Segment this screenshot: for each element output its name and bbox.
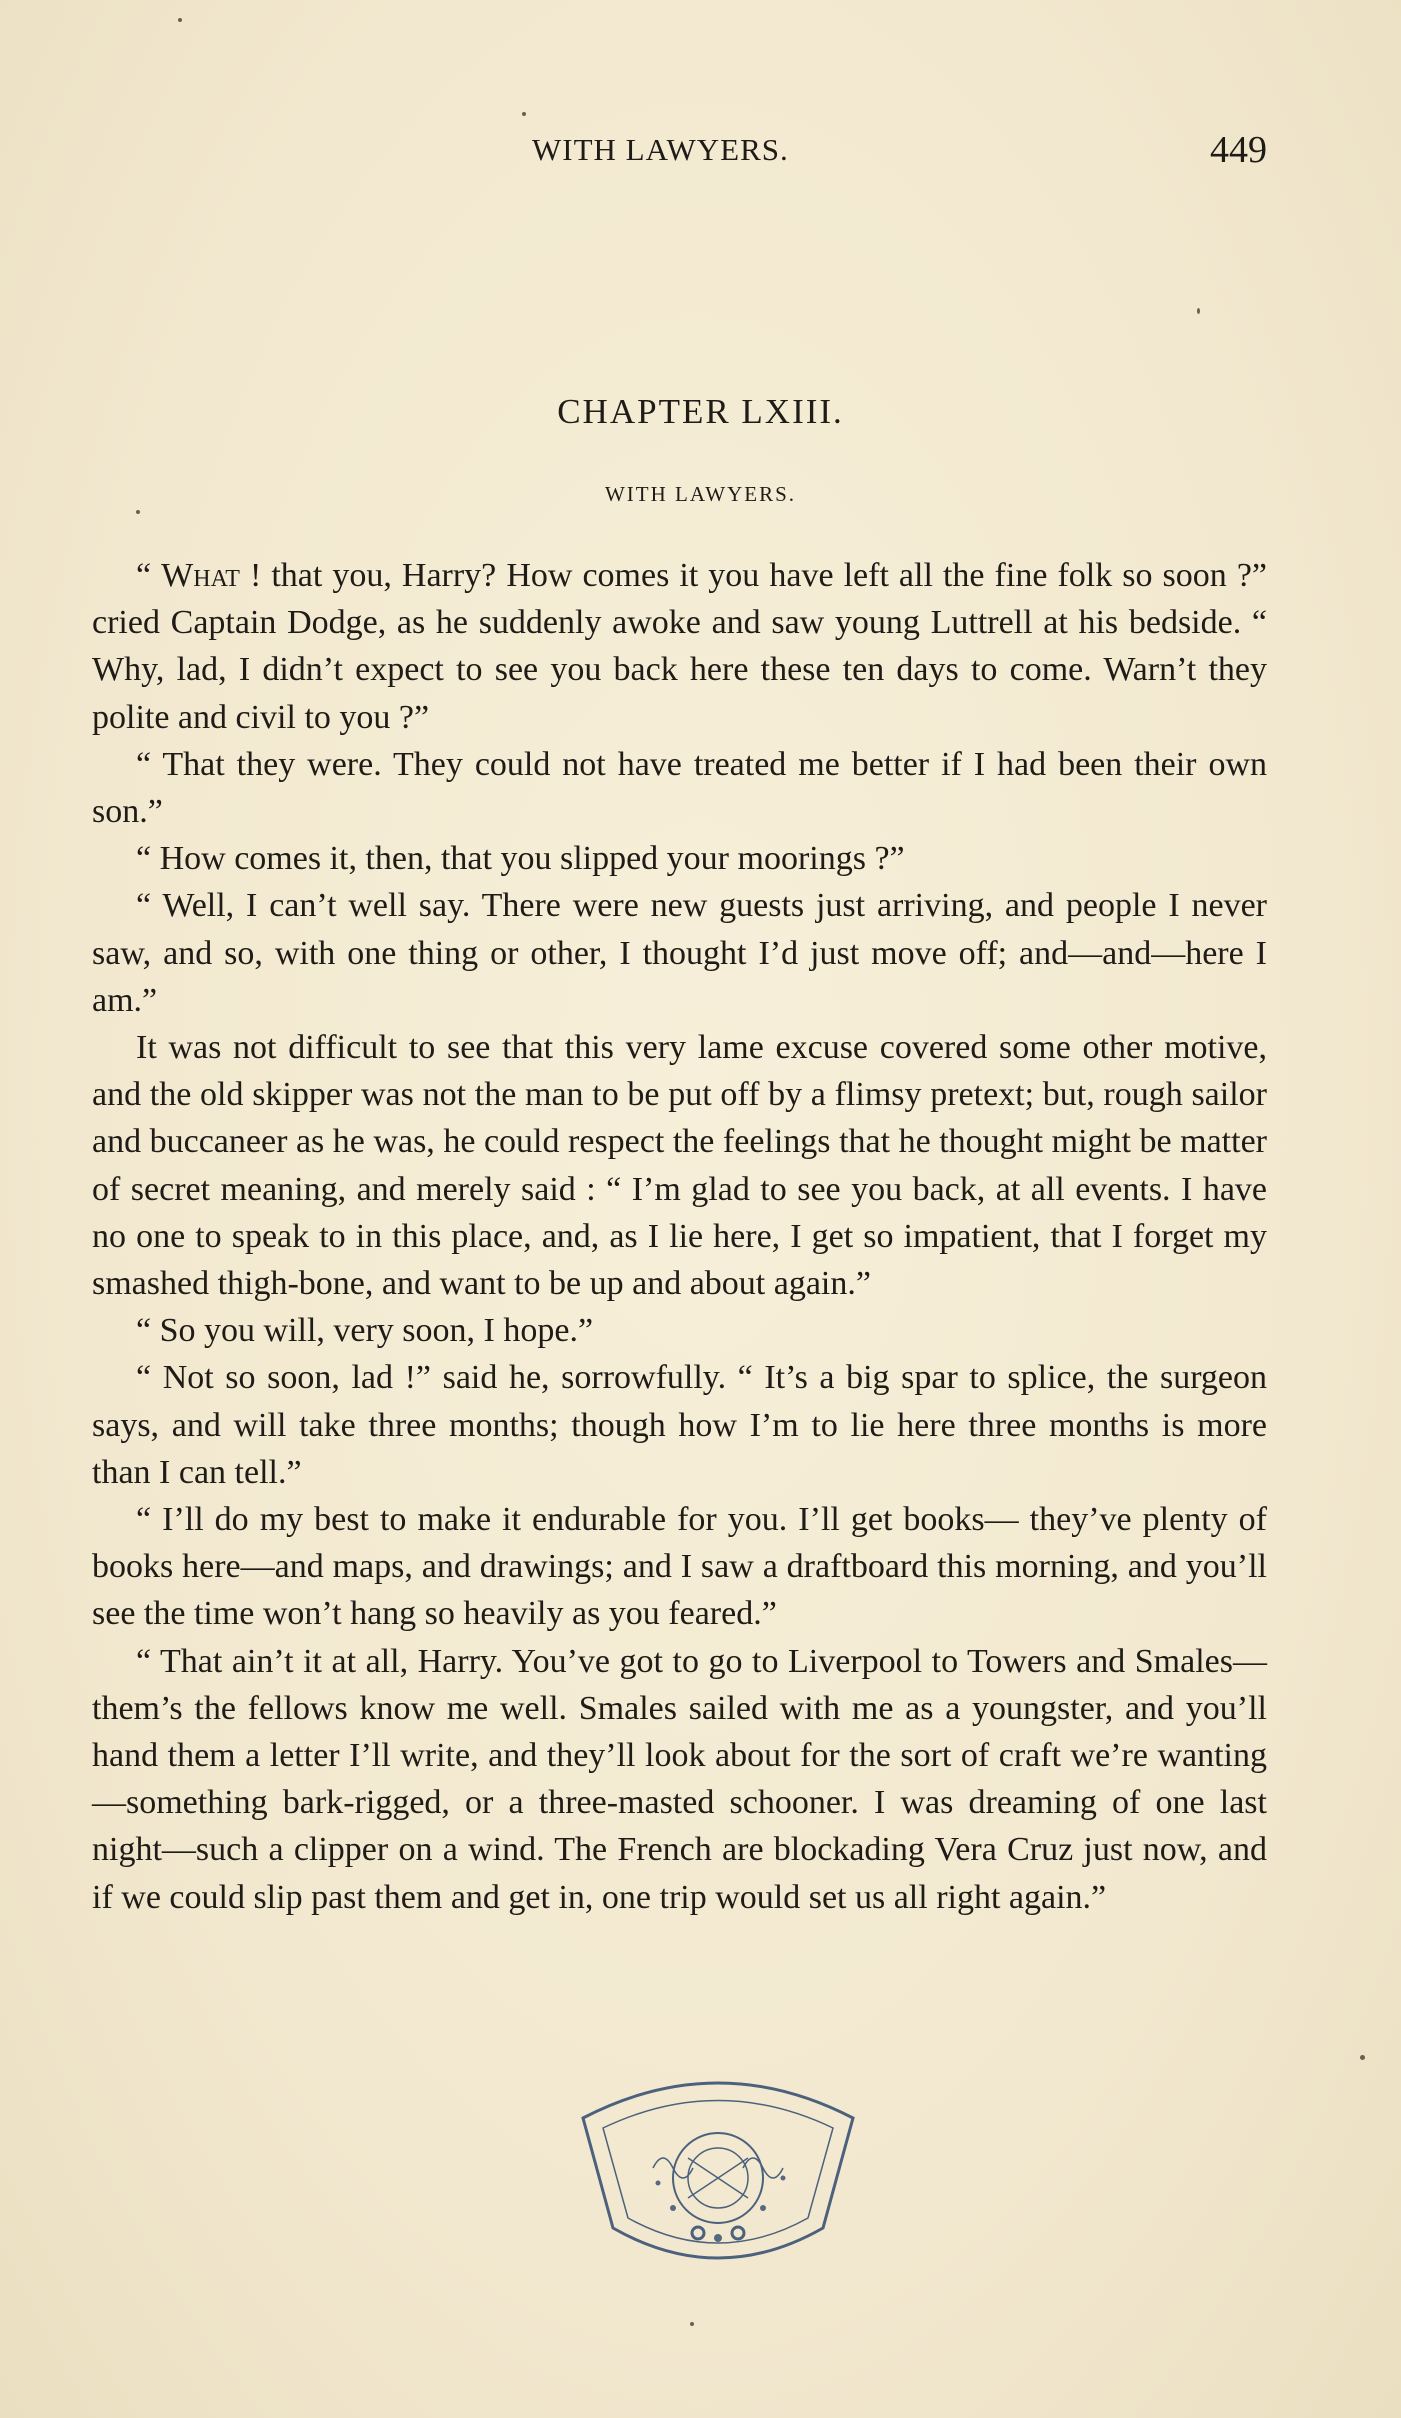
paragraph: “ That they were. They could not have treated me better if I had been their own son.”: [92, 745, 1267, 831]
chapter-subtitle: WITH LAWYERS.: [604, 482, 797, 506]
paragraph: “ What ! that you, Harry? How comes it you have left all the fine folk so soon ?” cried Captain Dodge, as he suddenly awoke and saw young Luttrell at his bedside. “ Why, lad, I didn’t expect to see you back here these ten days to come. Warn’t they polite and civil to you ?”: [92, 557, 1267, 736]
paragraph: “ I’ll do my best to make it endurable for you. I’ll get books— they’ve plenty of books here—and maps, and drawings; and I saw a draftboard this morning, and you’ll see the time won’t hang so heavily as you feared.”: [92, 1501, 1267, 1633]
paragraph-text: ! that you, Harry? How comes it you have left all the fine folk so soon ?” cried Captain Dodge, as he suddenly awoke and saw young Luttrell at his bedside. “ Why, lad, I didn’t expect to see you back here these ten days to come. Warn’t they polite and civil to you ?”: [92, 557, 1267, 736]
paragraph: “ That ain’t it at all, Harry. You’ve got to go to Liverpool to Towers and Smales—them’s the fellows know me well. Smales sailed with me as a youngster, and you’ll hand them a letter I’ll write, and they’ll look about for the sort of craft we’re wanting—something bark-rigged, or a three-masted schooner. I was dreaming of one last night—such a clipper on a wind. The French are blockading Vera Cruz just now, and if we could slip past them and get in, one trip would set us all right again.”: [92, 1642, 1267, 1916]
page-header: [92, 128, 1267, 178]
paragraph: “ So you will, very soon, I hope.”: [136, 1312, 594, 1350]
paper-speck: [178, 18, 182, 22]
chapter-title: CHAPTER LXIII.: [557, 392, 844, 431]
paragraph: “ How comes it, then, that you slipped your moorings ?”: [136, 840, 905, 878]
paragraph: “ Not so soon, lad !” said he, sorrowfully. “ It’s a big spar to splice, the surgeon says, and will take three months; though how I’m to lie here three months is more than I can tell.”: [92, 1359, 1267, 1491]
body-text: [92, 552, 1267, 1921]
page-number: 449: [1210, 129, 1267, 171]
paragraph: It was not difficult to see that this very lame excuse covered some other motive, and the old skipper was not the man to be put off by a flimsy pretext; but, rough sailor and buccaneer as he was, he could respect the feelings that he thought might be matter of secret meaning, and merely said : “ I’m glad to see you back, at all events. I have no one to speak to in this place, and, as I lie here, I get so impatient, that I forget my smashed thigh-bone, and want to be up and about again.”: [92, 1029, 1267, 1303]
running-head: WITH LAWYERS.: [532, 132, 789, 167]
library-stamp: [563, 2058, 873, 2278]
paper-speck: [1197, 308, 1200, 314]
paper-speck: [522, 112, 526, 116]
paper-speck: [136, 510, 140, 514]
drop-lead-word: What: [161, 557, 240, 594]
paper-speck: [690, 2322, 694, 2326]
paragraph: “ Well, I can’t well say. There were new guests just arriving, and people I never saw, and so, with one thing or other, I thought I’d just move off; and—and—here I am.”: [92, 887, 1267, 1019]
paper-speck: [1360, 2055, 1365, 2060]
